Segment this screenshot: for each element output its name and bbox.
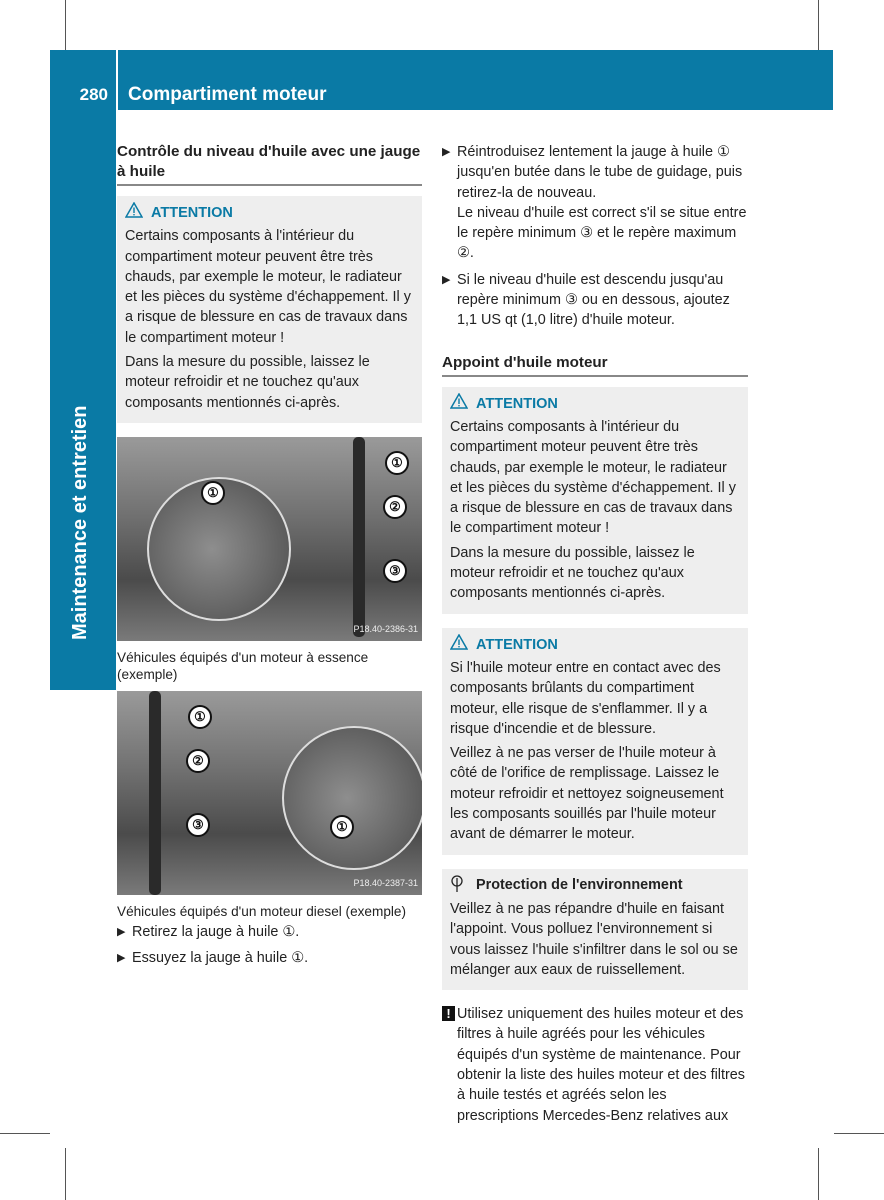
crop-mark [65, 0, 66, 50]
figure-code: P18.40-2387-31 [353, 877, 418, 888]
warning-box [117, 196, 422, 423]
figure-code: P18.40-2386-31 [353, 623, 418, 634]
figure-diesel-engine [117, 691, 422, 895]
magnified-cap [282, 726, 422, 870]
chapter-title: Compartiment moteur [128, 84, 327, 105]
left-column [117, 142, 422, 975]
warning-text: Dans la mesure du possible, laissez le moteur refroidir et ne touchez qu'aux composants mentionnés ci-après. [450, 544, 695, 602]
callout-1: ① [201, 481, 225, 505]
step: ▶ Si le niveau d'huile est descendu jusqu'au repère minimum ③ ou en dessous, ajoutez 1,1 US qt (1,0 litre) d'huile moteur. [442, 271, 730, 329]
important-note [442, 1004, 748, 1126]
environment-box [442, 869, 748, 990]
warning-text: Si l'huile moteur entre en contact avec des composants brûlants du compartiment moteur, elle risque de s'enflammer. Il y a risque d'incendie et de blessure. [450, 659, 721, 737]
warning-box [442, 387, 748, 614]
callout-3: ③ [383, 559, 407, 583]
figure-caption: Véhicules équipés d'un moteur à essence (exemple) [117, 649, 369, 682]
warning-label: ATTENTION [151, 205, 233, 221]
bullet-arrow-icon: ▶ [117, 925, 126, 938]
figure-caption: Véhicules équipés d'un moteur diesel (exemple) [117, 903, 406, 919]
right-column [442, 142, 748, 1126]
callout-1: ① [330, 815, 354, 839]
dipstick [149, 691, 161, 895]
crop-mark [818, 0, 819, 50]
warning-triangle-icon [125, 202, 143, 224]
crop-mark [834, 1133, 884, 1134]
warning-triangle-icon [450, 393, 468, 415]
warning-triangle-icon [450, 634, 468, 656]
step-note: Le niveau d'huile est correct s'il se situe entre le repère minimum ③ et le repère maximum ②. [457, 204, 747, 262]
chapter-header [118, 50, 833, 110]
bullet-arrow-icon: ▶ [442, 273, 451, 286]
step: ▶ Retirez la jauge à huile ①. [117, 922, 422, 942]
crop-mark [818, 1148, 819, 1200]
section-label: Maintenance et entretien [69, 405, 91, 640]
bullet-arrow-icon: ▶ [117, 952, 126, 965]
callout-2: ② [186, 749, 210, 773]
step: ▶ Réintroduisez lentement la jauge à huile ① jusqu'en butée dans le tube de guidage, puis retirez-la de nouveau. Le niveau d'huile est correct s'il se situe entre le repère minimum ③ et le repère maximum ②. [442, 144, 747, 262]
environment-leaf-icon [450, 875, 464, 899]
crop-mark [65, 1148, 66, 1200]
page-number-box [50, 50, 116, 110]
section-heading: Contrôle du niveau d'huile avec une jauge à huile [117, 142, 422, 186]
warning-text: Veillez à ne pas verser de l'huile moteur à côté de l'orifice de remplissage. Laissez le moteur refroidir et nettoyez soigneusement les composants souillés par l'huile moteur avant de démarrer le moteur. [450, 745, 724, 843]
step: ▶ Essuyez la jauge à huile ①. [117, 948, 422, 968]
callout-1: ① [188, 705, 212, 729]
warning-box [442, 628, 748, 855]
callout-2: ② [383, 495, 407, 519]
exclamation-icon: ! [442, 1006, 455, 1021]
figure-petrol-engine [117, 437, 422, 641]
callout-3: ③ [186, 813, 210, 837]
crop-mark [0, 1133, 50, 1134]
section-heading: Appoint d'huile moteur [442, 353, 748, 377]
warning-label: ATTENTION [476, 395, 558, 412]
note-text: Utilisez uniquement des huiles moteur et des filtres à huile agréés pour les véhicules équipés d'un système de maintenance. Pour obtenir la liste des huiles moteur et des filtres à huile testés et agréés selon les prescriptions Mercedes-Benz relatives aux [457, 1006, 745, 1124]
environment-text: Veillez à ne pas répandre d'huile en faisant l'appoint. Vous polluez l'environnement si vous laissez l'huile s'infiltrer dans le sol ou se mélanger aux eaux de ruissellement. [450, 900, 738, 978]
warning-label: ATTENTION [476, 636, 558, 653]
warning-text: Certains composants à l'intérieur du compartiment moteur peuvent être très chauds, par exemple le moteur, le radiateur et les pièces du système d'échappement. Il y a risque de blessure en cas de travaux dans le compartiment moteur ! [450, 418, 736, 537]
dipstick [353, 437, 365, 637]
page-number: 280 [79, 85, 108, 104]
environment-title: Protection de l'environnement [476, 876, 683, 893]
warning-text: Certains composants à l'intérieur du compartiment moteur peuvent être très chauds, par exemple le moteur, le radiateur et les pièces du système d'échappement. Il y a risque de blessure en cas de travaux dans le compartiment moteur ! [125, 228, 411, 346]
section-tab [50, 110, 116, 690]
bullet-arrow-icon: ▶ [442, 146, 451, 158]
callout-1: ① [385, 451, 409, 475]
warning-text: Dans la mesure du possible, laissez le moteur refroidir et ne touchez qu'aux composants mentionnés ci-après. [125, 354, 370, 411]
